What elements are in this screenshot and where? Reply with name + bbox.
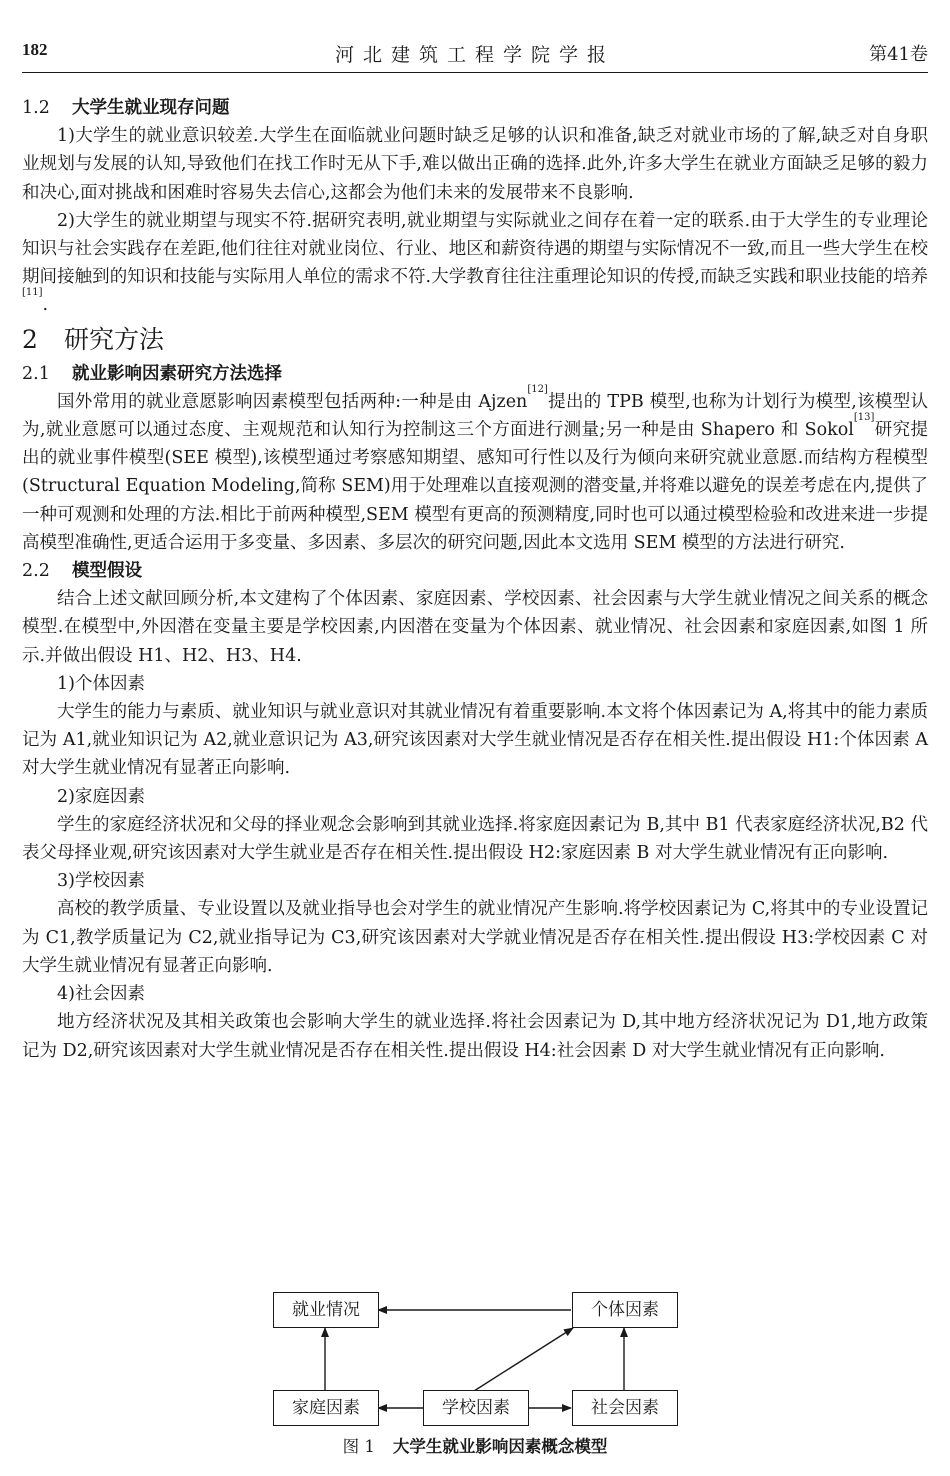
- paragraph: 结合上述文献回顾分析,本文建构了个体因素、家庭因素、学校因素、社会因素与大学生就业情况之间关系的概念模型.在模型中,外因潜在变量主要是学校因素,内因潜在变量为个体因素、就业情况、社会因素和家庭因素,如图 1 所示.并做出假设 H1、H2、H3、H4.: [22, 589, 928, 666]
- section-number: 2.1: [22, 363, 50, 384]
- subheading: 4)社会因素: [57, 984, 145, 1005]
- subheading: 3)学校因素: [57, 871, 145, 892]
- volume-label: 第41卷: [869, 44, 928, 65]
- caption-number: 图 1: [342, 1437, 375, 1456]
- section-number: 1.2: [22, 98, 50, 118]
- paragraph: 大学生的能力与素质、就业知识与就业意识对其就业情况有着重要影响.本文将个体因素记为 A,将其中的能力素质记为 A1,就业知识记为 A2,就业意识记为 A3,研究该因素对大学生就业情况是否存在相关性.提出假设 H1:个体因素 A 对大学生就业情况有显著正向影响.: [22, 702, 928, 779]
- section-number: 2: [22, 324, 38, 354]
- citation-ref[interactable]: [13]: [853, 412, 875, 424]
- node-family: 家庭因素: [273, 1390, 379, 1426]
- section-title: 模型假设: [72, 561, 142, 582]
- caption-title: 大学生就业影响因素概念模型: [392, 1437, 608, 1456]
- section-title: 就业影响因素研究方法选择: [72, 363, 282, 384]
- citation-ref[interactable]: [11]: [22, 287, 43, 299]
- section-heading-1-2: [22, 94, 928, 122]
- figure-1: [0, 1285, 950, 1476]
- subheading: 1)个体因素: [57, 673, 145, 694]
- page-number: 182: [22, 40, 48, 59]
- section-title: 研究方法: [64, 324, 165, 354]
- section-heading-2-2: [22, 557, 928, 585]
- section-heading-2-1: [22, 360, 928, 388]
- paragraph: 高校的教学质量、专业设置以及就业指导也会对学生的就业情况产生影响.将学校因素记为 C,将其中的专业设置记为 C1,教学质量记为 C2,就业指导记为 C3,研究该因素对大学就业情况是否存在相关性.提出假设 H3:学校因素 C 对大学生就业情况有显著正向影响.: [22, 899, 928, 976]
- article-body: [22, 94, 928, 1065]
- figure-caption: [0, 1433, 950, 1457]
- citation-ref[interactable]: [12]: [527, 383, 548, 395]
- section-heading-2: [22, 320, 928, 360]
- subheading: 2)家庭因素: [57, 786, 145, 807]
- paragraph: 2)大学生的就业期望与现实不符.据研究表明,就业期望与实际就业之间存在着一定的联系.由于大学生的专业理论知识与社会实践存在差距,他们往往对就业岗位、行业、地区和薪资待遇的期望与实际情况不一致,而且一些大学生在校期间接触到的知识和技能与实际用人单位的需求不符.大学教育往往注重理论知识的传授,而缺乏实践和职业技能的培养[11].: [22, 210, 928, 316]
- section-number: 2.2: [22, 561, 50, 582]
- running-header: [22, 40, 928, 70]
- journal-title: 河北建筑工程学院学报: [334, 44, 615, 66]
- paragraph: 地方经济状况及其相关政策也会影响大学生的就业选择.将社会因素记为 D,其中地方经济状况记为 D1,地方政策记为 D2,研究该因素对大学生就业情况是否存在相关性.提出假设 H4:社会因素 D 对大学生就业情况有正向影响.: [22, 1012, 928, 1061]
- node-employment: 就业情况: [273, 1292, 379, 1328]
- node-individual: 个体因素: [572, 1292, 678, 1328]
- header-rule: [22, 72, 928, 73]
- node-social: 社会因素: [572, 1390, 678, 1426]
- arrow-school-to-individual: [474, 1328, 573, 1391]
- node-school: 学校因素: [423, 1390, 529, 1426]
- paragraph: 1)大学生的就业意识较差.大学生在面临就业问题时缺乏足够的认识和准备,缺乏对就业市场的了解,缺乏对自身职业规划与发展的认知,导致他们在找工作时无从下手,难以做出正确的选择.此外,许多大学生在就业方面缺乏足够的毅力和决心,面对挑战和困难时容易失去信心,这都会为他们未来的发展带来不良影响.: [22, 126, 928, 203]
- section-title: 大学生就业现存问题: [72, 98, 230, 118]
- paragraph: 国外常用的就业意愿影响因素模型包括两种:一种是由 Ajzen[12]提出的 TPB 模型,也称为计划行为模型,该模型认为,就业意愿可以通过态度、主观规范和认知行为控制这三个方面进行测量;另一种是由 Shapero 和 Sokol[13]研究提出的就业事件模型(SEE 模型),该模型通过考察感知期望、感知可行性以及行为倾向来研究就业意愿.而结构方程模型(Structural Equation Modeling,简称 SEM)用于处理难以直接观测的潜变量,并将难以避免的误差考虑在内,提供了一种可观测和处理的方法.相比于前两种模型,SEM 模型有更高的预测精度,同时也可以通过模型检验和改进来进一步提高模型准确性,更适合运用于多变量、多因素、多层次的研究问题,因此本文选用 SEM 模型的方法进行研究.: [22, 383, 929, 553]
- paragraph: 学生的家庭经济状况和父母的择业观念会影响到其就业选择.将家庭因素记为 B,其中 B1 代表家庭经济状况,B2 代表父母择业观,研究该因素对大学生就业是否存在相关性.提出假设 H2:家庭因素 B 对大学生就业情况有正向影响.: [22, 814, 928, 864]
